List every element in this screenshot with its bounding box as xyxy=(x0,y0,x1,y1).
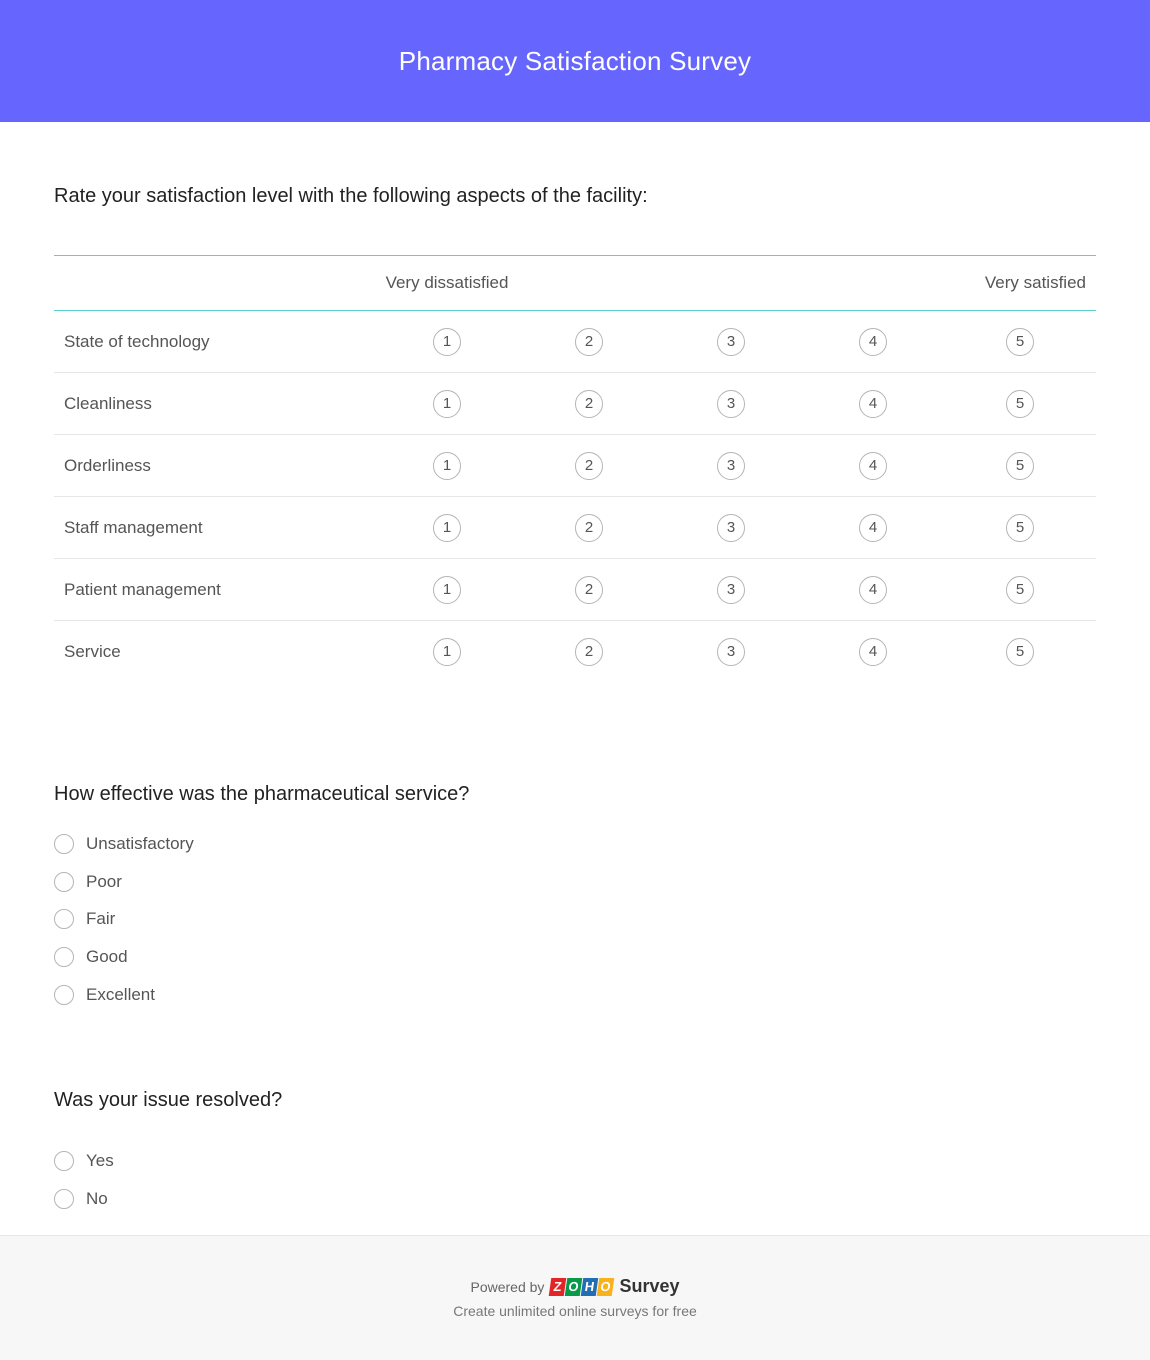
rating-cleanliness-3[interactable]: 3 xyxy=(717,390,745,418)
zoho-logo-letter: O xyxy=(597,1278,615,1296)
zoho-logo-letter: O xyxy=(565,1278,583,1296)
rating-orderliness-2[interactable]: 2 xyxy=(575,452,603,480)
option-no[interactable] xyxy=(54,1180,1096,1218)
rating-patient-management-2[interactable]: 2 xyxy=(575,576,603,604)
option-label: Fair xyxy=(86,909,116,929)
rating-state-of-technology-2[interactable]: 2 xyxy=(575,328,603,356)
scale-low-label: Very dissatisfied xyxy=(385,273,509,292)
question-1-title: Rate your satisfaction level with the following aspects of the facility: xyxy=(54,185,648,207)
option-label: Yes xyxy=(86,1151,114,1171)
option-label: Good xyxy=(86,947,128,967)
rating-staff-management-2[interactable]: 2 xyxy=(575,514,603,542)
radio-button[interactable] xyxy=(54,834,74,854)
option-label: Excellent xyxy=(86,984,155,1004)
rating-service-4[interactable]: 4 xyxy=(859,638,887,666)
option-fair[interactable] xyxy=(54,901,1096,939)
rating-staff-management-4[interactable]: 4 xyxy=(859,514,887,542)
matrix-row-orderliness xyxy=(54,435,1096,497)
matrix-row-staff-management xyxy=(54,497,1096,559)
survey-word: Survey xyxy=(619,1276,680,1296)
rating-cleanliness-2[interactable]: 2 xyxy=(575,390,603,418)
powered-by-text: Powered by xyxy=(470,1278,545,1295)
matrix-row-label: Service xyxy=(64,641,121,661)
matrix-row-label: Patient management xyxy=(64,579,221,599)
rating-state-of-technology-1[interactable]: 1 xyxy=(433,328,461,356)
matrix-row-label: Orderliness xyxy=(64,455,151,475)
rating-cleanliness-5[interactable]: 5 xyxy=(1006,390,1034,418)
radio-button[interactable] xyxy=(54,947,74,967)
matrix-row-label: State of technology xyxy=(64,331,210,351)
rating-orderliness-3[interactable]: 3 xyxy=(717,452,745,480)
footer-tagline[interactable]: Create unlimited online surveys for free xyxy=(453,1303,697,1319)
survey-header xyxy=(0,0,1150,122)
rating-cleanliness-1[interactable]: 1 xyxy=(433,390,461,418)
matrix-body xyxy=(54,311,1096,683)
radio-button[interactable] xyxy=(54,872,74,892)
option-excellent[interactable] xyxy=(54,976,1096,1014)
survey-content xyxy=(0,122,1150,1218)
zoho-logo-letter: Z xyxy=(549,1278,567,1296)
rating-patient-management-3[interactable]: 3 xyxy=(717,576,745,604)
rating-service-1[interactable]: 1 xyxy=(433,638,461,666)
rating-patient-management-1[interactable]: 1 xyxy=(433,576,461,604)
scale-high-label: Very satisfied xyxy=(984,273,1086,292)
question-3-title: Was your issue resolved? xyxy=(54,1089,283,1112)
radio-button[interactable] xyxy=(54,1189,74,1209)
rating-patient-management-5[interactable]: 5 xyxy=(1006,576,1034,604)
matrix-row-patient-management xyxy=(54,559,1096,621)
option-label: Unsatisfactory xyxy=(86,834,194,854)
matrix-row-label: Cleanliness xyxy=(64,393,152,413)
option-label: No xyxy=(86,1188,108,1208)
matrix-row-service xyxy=(54,621,1096,683)
radio-button[interactable] xyxy=(54,985,74,1005)
rating-state-of-technology-5[interactable]: 5 xyxy=(1006,328,1034,356)
matrix-row-cleanliness xyxy=(54,373,1096,435)
survey-title: Pharmacy Satisfaction Survey xyxy=(398,45,752,76)
question-2-options xyxy=(54,826,1096,1014)
satisfaction-matrix xyxy=(54,255,1096,683)
option-unsatisfactory[interactable] xyxy=(54,826,1096,864)
radio-button[interactable] xyxy=(54,1151,74,1171)
footer xyxy=(0,1235,1150,1360)
powered-by xyxy=(0,1276,1150,1297)
option-label: Poor xyxy=(86,871,122,891)
matrix-header-row xyxy=(54,256,1096,311)
question-2-title: How effective was the pharmaceutical service? xyxy=(54,782,470,805)
zoho-logo[interactable] xyxy=(550,1278,614,1296)
zoho-logo-letter: H xyxy=(581,1278,599,1296)
rating-orderliness-5[interactable]: 5 xyxy=(1006,452,1034,480)
rating-state-of-technology-3[interactable]: 3 xyxy=(717,328,745,356)
option-good[interactable] xyxy=(54,938,1096,976)
radio-button[interactable] xyxy=(54,909,74,929)
matrix-row-state-of-technology xyxy=(54,311,1096,373)
question-3-options xyxy=(54,1142,1096,1217)
rating-orderliness-4[interactable]: 4 xyxy=(859,452,887,480)
option-poor[interactable] xyxy=(54,863,1096,901)
rating-staff-management-5[interactable]: 5 xyxy=(1006,514,1034,542)
rating-staff-management-1[interactable]: 1 xyxy=(433,514,461,542)
matrix-row-label: Staff management xyxy=(64,517,203,537)
rating-cleanliness-4[interactable]: 4 xyxy=(859,390,887,418)
rating-service-5[interactable]: 5 xyxy=(1006,638,1034,666)
rating-orderliness-1[interactable]: 1 xyxy=(433,452,461,480)
rating-staff-management-3[interactable]: 3 xyxy=(717,514,745,542)
rating-service-2[interactable]: 2 xyxy=(575,638,603,666)
rating-state-of-technology-4[interactable]: 4 xyxy=(859,328,887,356)
rating-service-3[interactable]: 3 xyxy=(717,638,745,666)
rating-patient-management-4[interactable]: 4 xyxy=(859,576,887,604)
option-yes[interactable] xyxy=(54,1142,1096,1180)
